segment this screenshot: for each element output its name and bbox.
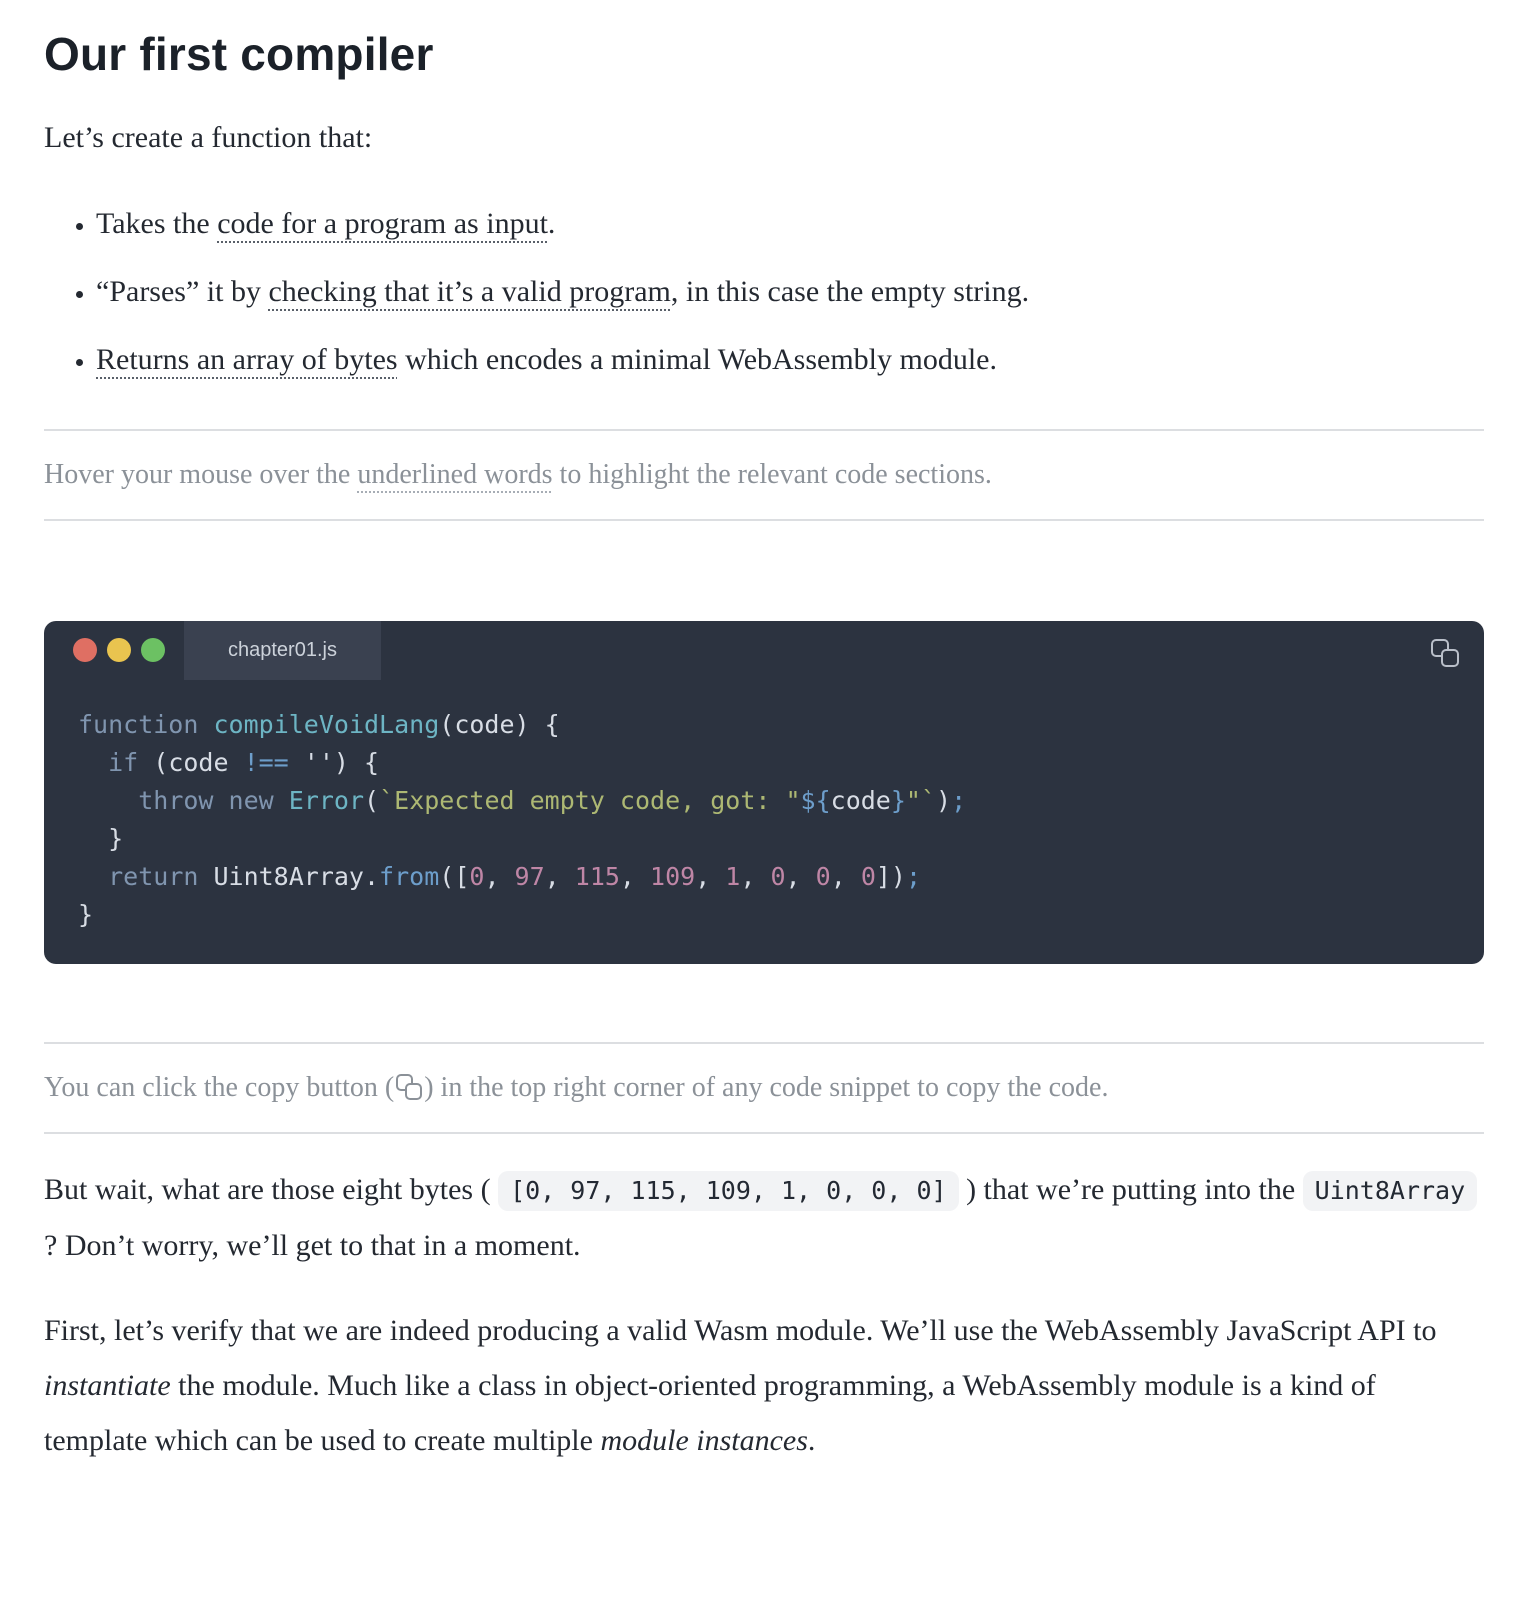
code-line: } — [78, 823, 124, 853]
text-segment: You can click the copy button ( — [44, 1071, 395, 1103]
page-title: Our first compiler — [44, 28, 434, 80]
inline-code: Uint8Array — [1303, 1171, 1478, 1211]
traffic-lights — [73, 621, 165, 680]
minimize-window-button[interactable] — [107, 638, 131, 662]
code-line: function compileVoidLang(code) { — [78, 709, 560, 739]
text-segment: ? Don’t worry, we’ll get to that in a moment. — [44, 1228, 581, 1262]
hover-term-link[interactable]: code for a program as input — [217, 206, 548, 240]
text-segment: . — [807, 1423, 816, 1457]
text-segment: ) that we’re putting into the — [958, 1172, 1303, 1206]
inline-code: [0, 97, 115, 109, 1, 0, 0, 0] — [498, 1171, 959, 1211]
copy-icon — [396, 1074, 422, 1100]
divider — [44, 429, 1484, 431]
feature-list — [44, 203, 1484, 381]
text-segment: ) in the top right corner of any code snippet to copy the code. — [424, 1071, 1109, 1103]
code-line: if (code !== '') { — [108, 747, 380, 777]
copy-hint-note — [44, 1068, 1484, 1108]
text-segment: which encodes a minimal WebAssembly module. — [397, 342, 997, 376]
text-segment: , in this case the empty string. — [670, 274, 1030, 308]
text-segment: instantiate — [44, 1368, 171, 1402]
divider — [44, 519, 1484, 521]
file-tab[interactable] — [184, 621, 381, 680]
text-segment: “Parses” it by — [96, 274, 269, 308]
hover-term-link[interactable]: checking that it’s a valid program — [268, 274, 671, 308]
divider — [44, 1132, 1484, 1134]
divider — [44, 1042, 1484, 1044]
code-block — [44, 680, 1484, 964]
code-window-titlebar — [44, 621, 1484, 680]
text-segment: But wait, what are those eight bytes ( — [44, 1172, 499, 1206]
list-item — [96, 339, 1484, 381]
text-segment: the module. Much like a class in object-oriented programming, a WebAssembly module is a kind of template which can be used to create multiple — [44, 1368, 1376, 1457]
hover-term-link[interactable]: Returns an array of bytes — [96, 342, 398, 376]
text-segment: module instances — [600, 1423, 808, 1457]
text-segment: . — [547, 206, 556, 240]
code-line: } — [78, 899, 94, 929]
copy-icon — [1431, 639, 1459, 667]
list-item — [96, 271, 1484, 313]
text-segment: Takes the — [96, 206, 218, 240]
text-segment: to highlight the relevant code sections. — [552, 458, 992, 490]
hover-hint-note — [44, 455, 1484, 495]
file-tab-label: chapter01.js — [228, 638, 337, 661]
list-item — [96, 203, 1484, 245]
paragraph — [44, 1162, 1484, 1273]
code-line: return Uint8Array.from([0, 97, 115, 109, 1, 0, 0, 0]); — [108, 861, 922, 891]
text-segment: Hover your mouse over the — [44, 458, 358, 490]
hover-term-link[interactable]: underlined words — [357, 458, 553, 490]
code-editor-window — [44, 621, 1484, 964]
close-window-button[interactable] — [73, 638, 97, 662]
copy-code-button[interactable] — [1430, 638, 1460, 668]
paragraph — [44, 1303, 1484, 1468]
intro-paragraph: Let’s create a function that: — [44, 120, 373, 154]
zoom-window-button[interactable] — [141, 638, 165, 662]
code-line: throw new Error(`Expected empty code, got: "${code}"`); — [138, 785, 967, 815]
text-segment: First, let’s verify that we are indeed producing a valid Wasm module. We’ll use the WebAssembly JavaScript API to — [44, 1313, 1437, 1347]
